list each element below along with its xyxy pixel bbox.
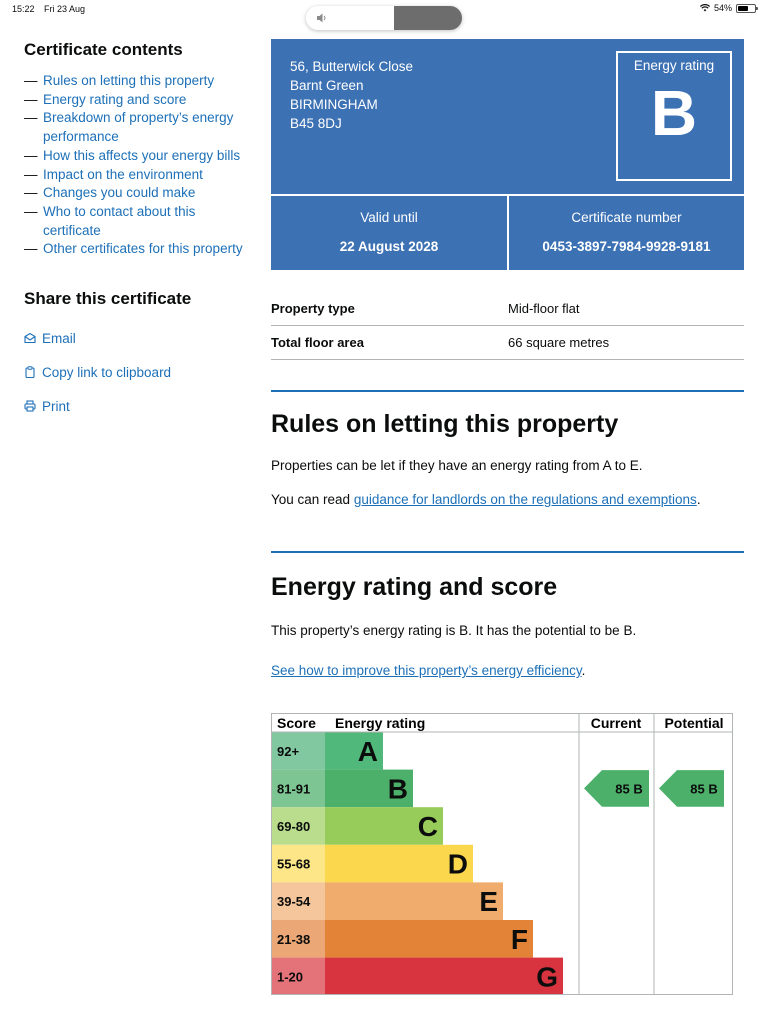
rules-paragraph: Properties can be let if they have an energy rating from A to E. — [271, 458, 643, 473]
rating-band-letter: E — [479, 886, 498, 918]
summary-value: Mid-floor flat — [508, 301, 580, 316]
summary-row-floor-area — [271, 326, 744, 360]
rules-guidance-paragraph — [271, 491, 744, 509]
rating-band-letter: D — [447, 848, 468, 880]
improve-efficiency-link[interactable]: See how to improve this property’s energy efficiency — [271, 663, 582, 678]
score-range-label: 55-68 — [277, 856, 311, 872]
share-copy-link[interactable] — [24, 355, 249, 389]
clipboard-icon — [24, 366, 36, 378]
rules-section — [271, 390, 744, 509]
address-line: B45 8DJ — [290, 116, 342, 131]
landlord-guidance-link[interactable]: guidance for landlords on the regulations and exemptions — [353, 492, 697, 507]
volume-remaining — [394, 6, 462, 30]
share-copy-label: Copy link to clipboard — [42, 364, 172, 380]
toc-list — [24, 72, 249, 259]
rating-band-letter: B — [387, 773, 408, 805]
energy-rating-paragraph: This property’s energy rating is B. It has the potential to be B. — [271, 623, 637, 638]
contents-title: Certificate contents — [24, 40, 183, 59]
rating-band-letter: F — [510, 923, 528, 955]
header-energy-rating: Energy rating — [335, 715, 426, 731]
energy-rating-section — [271, 551, 744, 680]
header-potential: Potential — [664, 715, 724, 731]
status-right — [700, 3, 756, 13]
envelope-icon — [24, 332, 36, 344]
certificate-number-value: 0453-3897-7984-9928-9181 — [542, 239, 711, 254]
rules-title: Rules on letting this property — [271, 410, 619, 438]
share-email-link[interactable] — [24, 321, 249, 355]
score-range-label: 39-54 — [277, 894, 311, 910]
toc-item-energy-bills[interactable]: — How this affects your energy bills — [24, 147, 249, 166]
valid-until-value: 22 August 2028 — [339, 239, 439, 254]
address-line: Barnt Green — [290, 78, 364, 93]
certificate-header — [271, 39, 744, 194]
energy-rating-box — [616, 51, 732, 181]
guidance-suffix: . — [696, 492, 701, 507]
rating-bar-g — [325, 958, 563, 995]
section-divider — [271, 390, 744, 392]
rating-bar-e — [325, 882, 503, 920]
share-title: Share this certificate — [24, 289, 192, 309]
header-current: Current — [590, 715, 642, 731]
valid-until-label: Valid until — [360, 210, 418, 225]
score-range-label: 1-20 — [277, 969, 304, 985]
rating-band-letter: A — [357, 735, 378, 767]
rating-band-letter: C — [417, 811, 438, 842]
summary-key: Property type — [271, 301, 355, 316]
certificate-number-label: Certificate number — [571, 210, 682, 225]
property-address — [290, 57, 413, 133]
main-content — [271, 39, 744, 680]
status-date: Fri 23 Aug — [44, 4, 86, 14]
header-score: Score — [277, 715, 316, 731]
printer-icon — [24, 400, 36, 412]
summary-value: 66 square metres — [508, 335, 610, 350]
rating-band-letter: G — [536, 961, 558, 993]
energy-rating-chart-svg — [271, 713, 733, 995]
score-range-label: 81-91 — [277, 781, 311, 797]
toc-item-energy-rating[interactable]: — Energy rating and score — [24, 91, 249, 110]
address-line: BIRMINGHAM — [290, 97, 378, 112]
property-summary — [271, 292, 744, 360]
share-print-label: Print — [42, 398, 70, 414]
share-email-label: Email — [42, 330, 76, 346]
volume-hud — [306, 6, 462, 30]
energy-rating-label: Energy rating — [633, 58, 715, 73]
share-print-link[interactable] — [24, 389, 249, 423]
wifi-icon — [700, 4, 710, 12]
improve-paragraph — [271, 662, 744, 680]
address-line: 56, Butterwick Close — [290, 59, 414, 74]
toc-item-rules[interactable]: — Rules on letting this property — [24, 72, 249, 91]
toc-item-breakdown[interactable]: — Breakdown of property’s energy performance — [24, 109, 249, 146]
toc-item-contact[interactable]: — Who to contact about this certificate — [24, 203, 249, 240]
improve-suffix: . — [581, 663, 586, 678]
valid-until-cell — [271, 196, 507, 270]
rating-bar-f — [325, 920, 533, 958]
score-range-label: 92+ — [277, 743, 300, 759]
battery-percent: 54% — [713, 3, 732, 13]
certificate-number-cell — [509, 196, 744, 270]
current-rating-label: 85 B — [615, 781, 643, 797]
guidance-prefix: You can read — [271, 492, 354, 507]
score-range-label: 21-38 — [277, 931, 311, 947]
status-time: 15:22 — [12, 4, 35, 14]
score-range-label: 69-80 — [277, 819, 311, 834]
battery-icon — [736, 4, 756, 13]
summary-row-property-type — [271, 292, 744, 326]
energy-rating-title: Energy rating and score — [271, 573, 558, 601]
certificate-meta — [271, 196, 744, 270]
speaker-icon — [316, 12, 328, 24]
energy-rating-chart — [271, 713, 733, 995]
potential-rating-label: 85 B — [690, 781, 718, 797]
sidebar — [24, 40, 249, 423]
toc-item-other-certificates[interactable]: — Other certificates for this property — [24, 240, 249, 259]
section-divider — [271, 551, 744, 553]
toc-item-changes[interactable]: — Changes you could make — [24, 184, 249, 203]
toc-item-environment[interactable]: — Impact on the environment — [24, 166, 249, 185]
energy-rating-letter: B — [650, 77, 698, 149]
summary-key: Total floor area — [271, 335, 364, 350]
